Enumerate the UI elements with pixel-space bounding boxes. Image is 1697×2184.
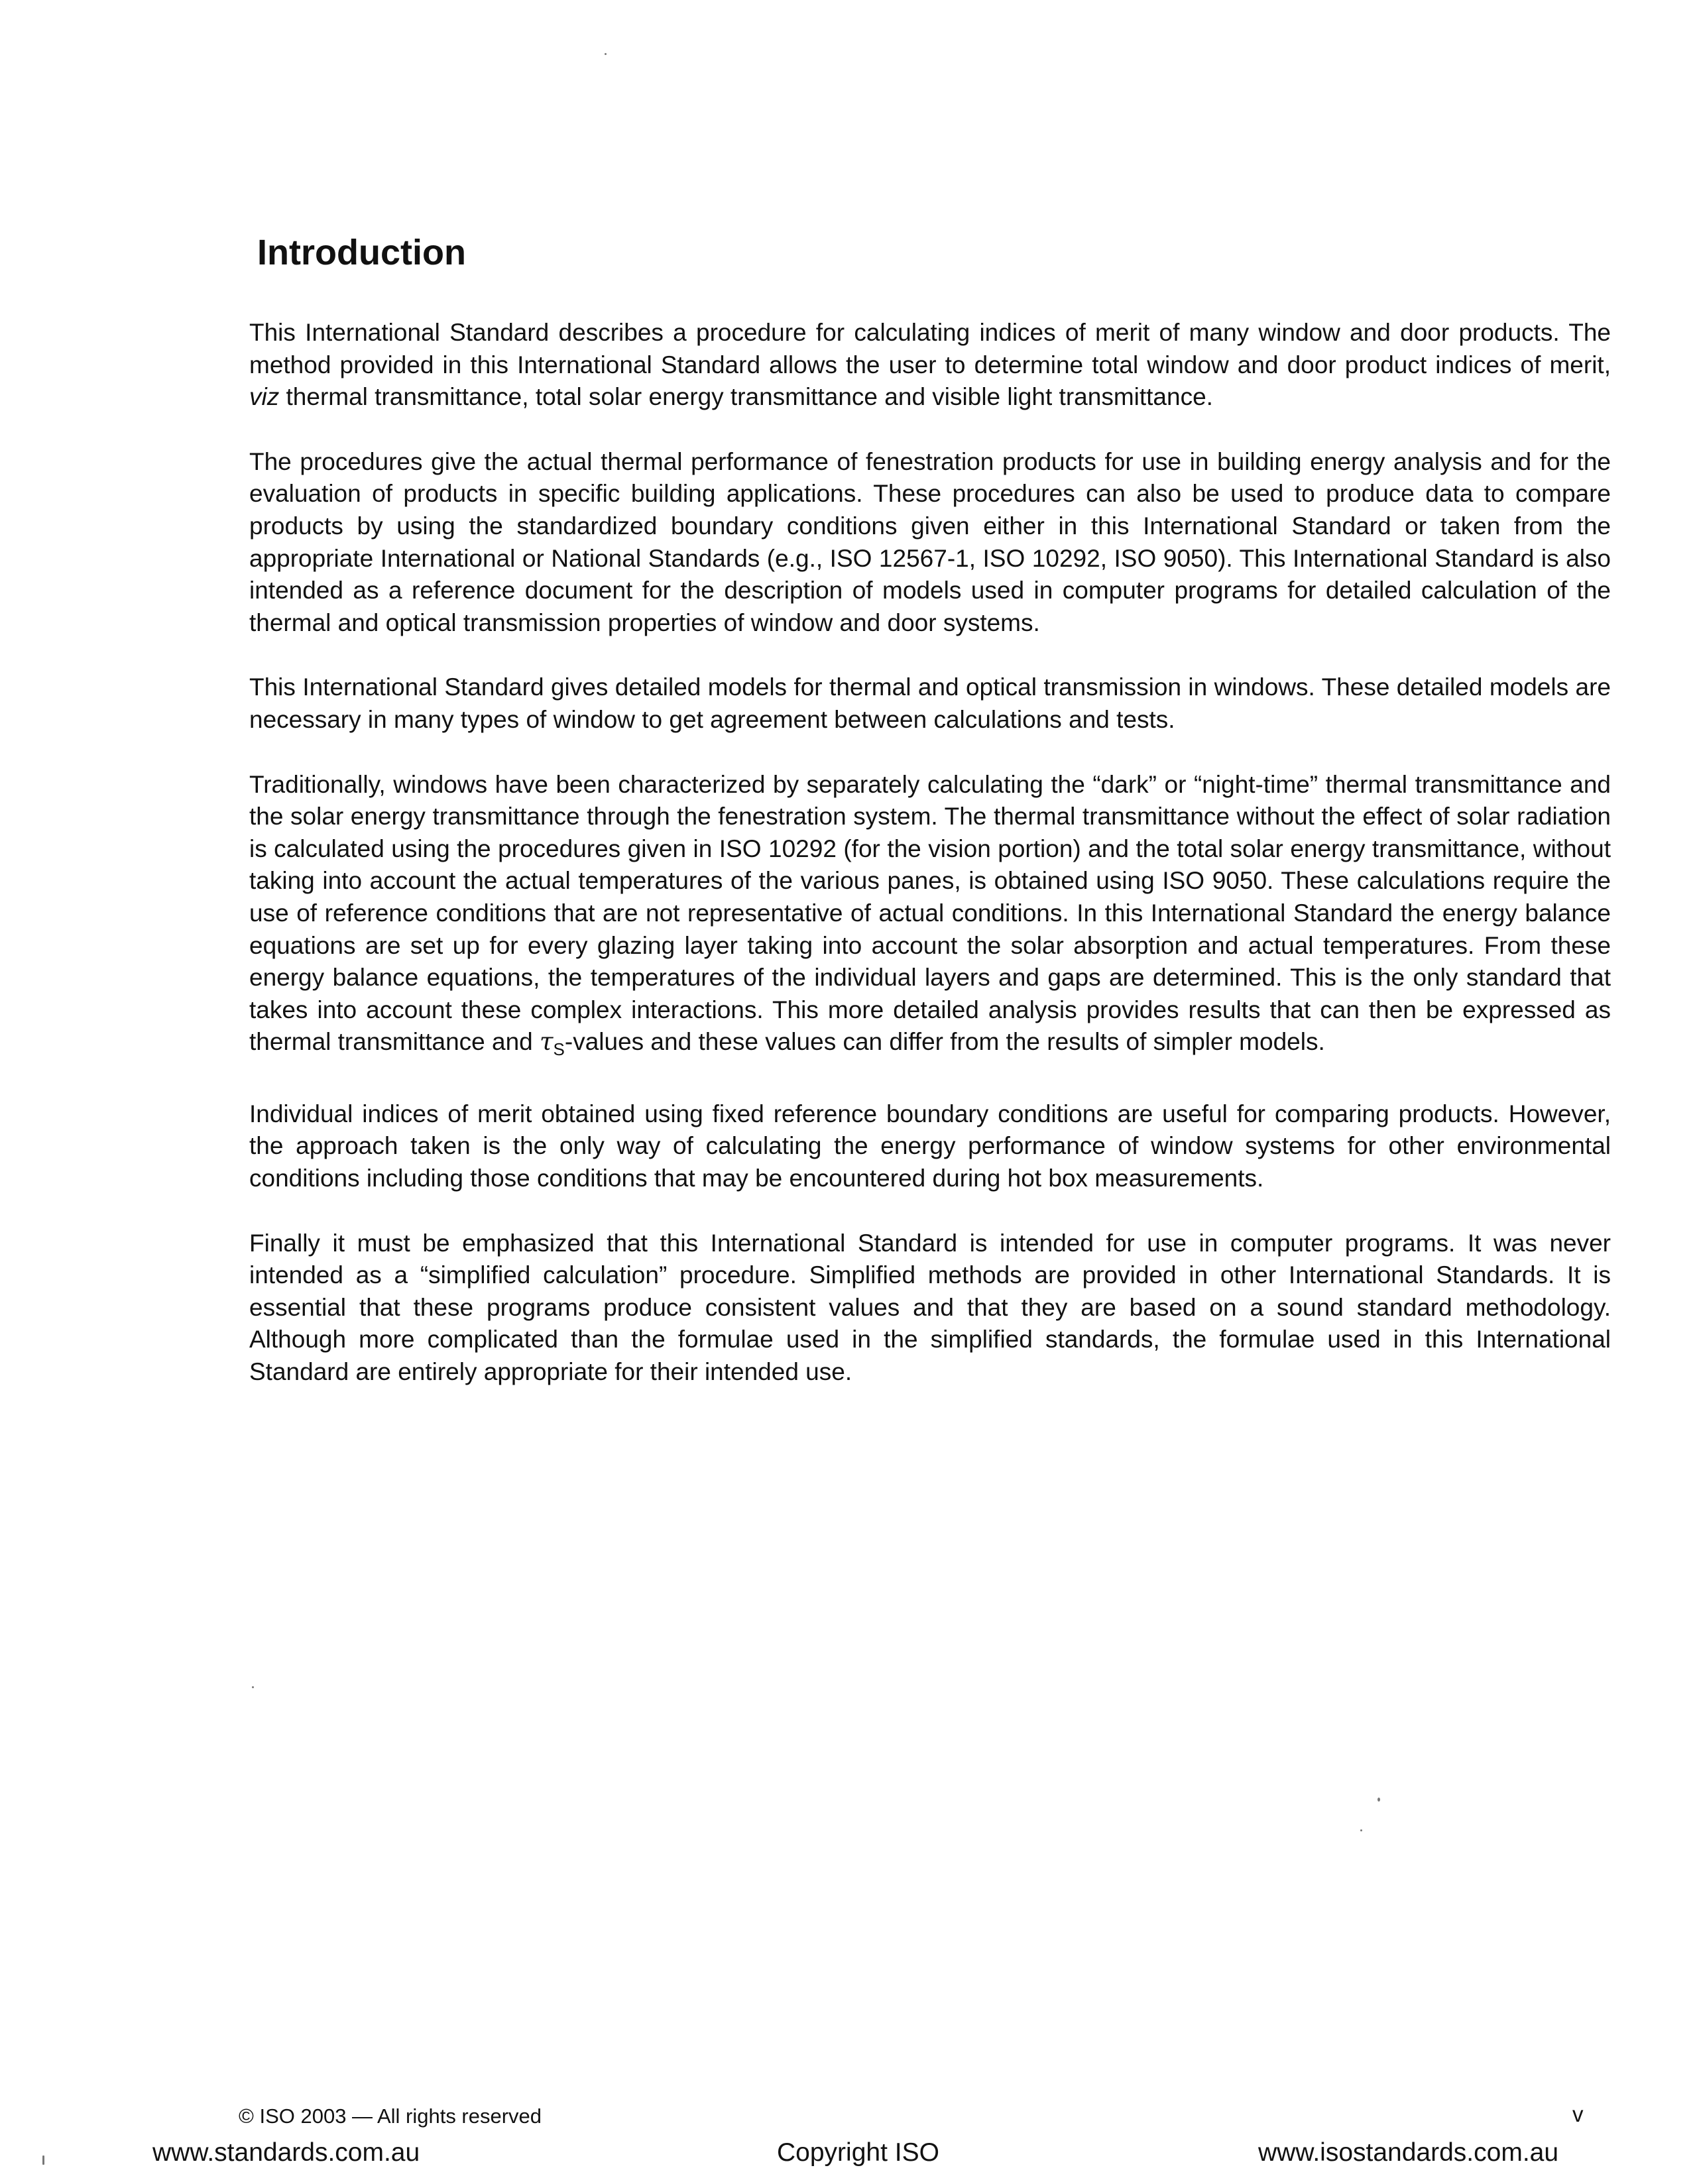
tau-symbol: τ — [540, 1027, 554, 1057]
scan-speck — [252, 1686, 254, 1688]
paragraph-6: Finally it must be emphasized that this International Standard is intended for use in computer programs. It was never intended as a “simplified calculation” procedure. Simplified methods are provided in other International Standards. It is essential that these programs produce consistent values and that they are based on a sound standard methodology. Although more complicated than the formulae used in the simplified standards, the formulae used in this International Standard are entirely appropriate for their intended use. — [249, 1229, 1611, 1386]
scan-speck — [1360, 1829, 1362, 1831]
paragraph-3: This International Standard gives detailed models for thermal and optical transmission in windows. These detailed models are necessary in many types of window to get agreement between calculations and tests. — [249, 673, 1611, 733]
footer-left-url: www.standards.com.au — [152, 2138, 420, 2167]
paragraph-4 — [249, 769, 1611, 1066]
paragraph-1-italic: viz — [249, 383, 280, 411]
paragraph-1-text: This International Standard describes a procedure for calculating indices of merit of many window and door products. The method provided in this International Standard allows the user to determine total window and door product indices of merit, — [249, 319, 1611, 378]
scan-speck — [605, 53, 607, 55]
paragraph-2: The procedures give the actual thermal performance of fenestration products for use in building energy analysis and for the evaluation of products in specific building applications. These procedures can also be used to produce data to compare products by using the standardized boundary conditions given either in this International Standard or taken from the appropriate International or National Standards (e.g., ISO 12567-1, ISO 10292, ISO 9050). This International Standard is also intended as a reference document for the description of models used in computer programs for detailed calculation of the thermal and optical transmission properties of window and door systems. — [249, 447, 1611, 636]
footer-copyright: © ISO 2003 — All rights reserved — [239, 2104, 542, 2128]
paragraph-5: Individual indices of merit obtained using fixed reference boundary conditions are useful for comparing products. However, the approach taken is the only way of calculating the energy performance of window systems for other environmental conditions including those conditions that may be encountered during hot box measurements. — [249, 1100, 1611, 1192]
paragraph-4-tail: -values and these values can differ from the results of simpler models. — [564, 1028, 1325, 1056]
footer-center-text: Copyright ISO — [777, 2138, 939, 2167]
tau-subscript: S — [553, 1039, 565, 1060]
paragraph-1-tail: thermal transmittance, total solar energy transmittance and visible light transmittance. — [279, 383, 1213, 411]
paragraph-4-text: Traditionally, windows have been characterized by separately calculating the “dark” or “night-time” thermal transmittance and the solar energy transmittance through the fenestration system. The thermal transmittance without the effect of solar radiation is calculated using the procedures given in ISO 10292 (for the vision portion) and the total solar energy transmittance, without taking into account the actual temperatures of the various panes, is obtained using ISO 9050. These calculations require the use of reference conditions that are not representative of actual conditions. In this International Standard the energy balance equations are set up for every glazing layer taking into account the solar absorption and actual temperatures. From these energy balance equations, the temperatures of the individual layers and gaps are determined. This is the only standard that takes into account these complex interactions. This more detailed analysis provides results that can then be expressed as thermal transmittance and — [249, 770, 1611, 1056]
scan-speck — [1377, 1798, 1380, 1802]
paragraph-1 — [249, 317, 1611, 414]
body-text — [249, 317, 1611, 1421]
footer-right-url: www.isostandards.com.au — [1258, 2138, 1559, 2167]
page-title: Introduction — [257, 233, 466, 272]
scan-speck — [42, 2155, 44, 2165]
page-number: v — [1572, 2102, 1584, 2126]
